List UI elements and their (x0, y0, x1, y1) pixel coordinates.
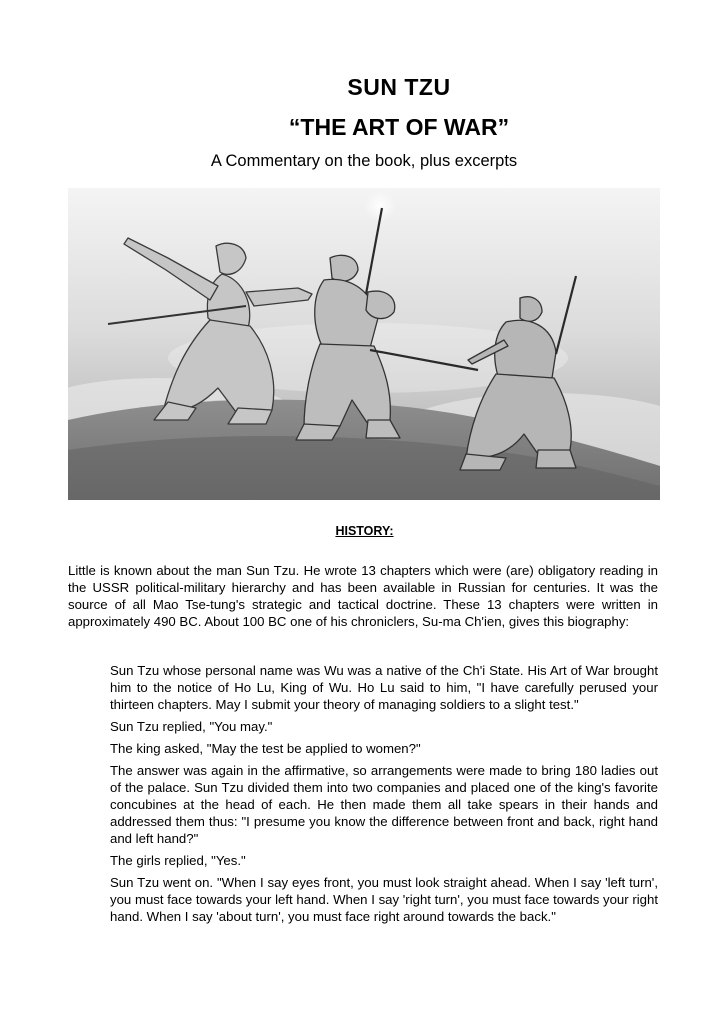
quote-paragraph: The king asked, "May the test be applied to women?" (110, 741, 421, 756)
quote-paragraph: Sun Tzu replied, "You may." (110, 719, 273, 734)
samurai-illustration (68, 188, 660, 500)
page-description: A Commentary on the book, plus excerpts (210, 152, 518, 170)
page-subtitle: “THE ART OF WAR” (288, 114, 510, 140)
history-heading: HISTORY: (335, 524, 394, 538)
quote-paragraph: The answer was again in the affirmative, so arrangements were made to bring 180 ladies out of the palace. Sun Tzu divided them into two companies and placed one of the king's favorite concubines at the head of each. He then made them all take spears in their hands and addressed them thus: "I presume you know the difference between front and back, right hand and left hand?" (110, 763, 658, 846)
quote-paragraph: Sun Tzu whose personal name was Wu was a native of the Ch'i State. His Art of War brought him to the notice of Ho Lu, King of Wu. Ho Lu said to him, "I have carefully perused your thirteen chapters. May I submit your theory of managing soldiers to a slight test." (110, 663, 658, 712)
title-block (0, 72, 728, 172)
quote-paragraph: The girls replied, "Yes." (110, 853, 246, 868)
page-title: SUN TZU (347, 74, 451, 100)
history-intro: Little is known about the man Sun Tzu. He wrote 13 chapters which were (are) obligatory reading in the USSR political-military hierarchy and has been available in Russian for centuries. It was the source of all Mao Tse-tung's strategic and tactical doctrine. These 13 chapters were written in approximately 490 BC. About 100 BC one of his chroniclers, Su-ma Ch'ien, gives this biography: (68, 563, 658, 629)
biography-quote (110, 662, 658, 930)
quote-paragraph: Sun Tzu went on. "When I say eyes front, you must look straight ahead. When I say 'left turn', you must face towards your left hand. When I say 'right turn', you must face towards your right hand. When I say 'about turn', you must face right around towards the back." (110, 875, 658, 924)
